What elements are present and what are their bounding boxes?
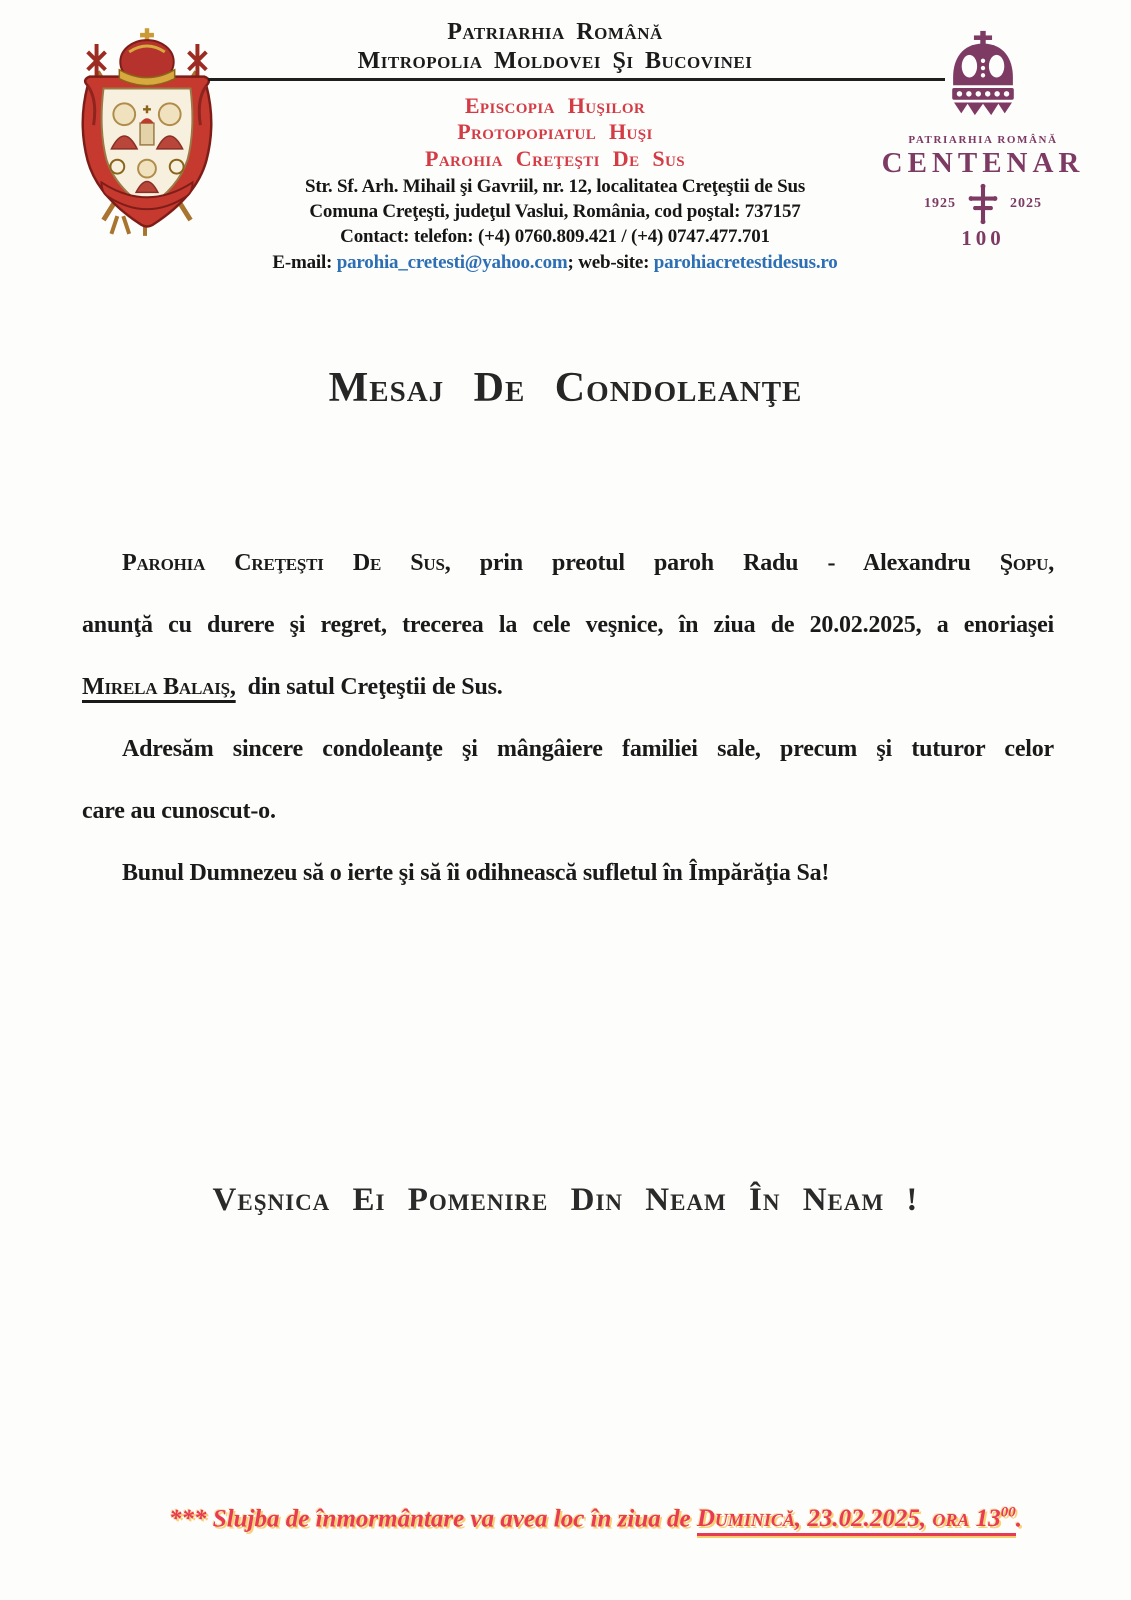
body-line-4: Adresăm sincere condoleanţe şi mângâiere familiei sale, precum şi tuturor celor <box>122 736 1054 762</box>
body-line-1 <box>82 548 1054 578</box>
priest-name: Şopu <box>999 550 1049 576</box>
body-line-3 <box>82 672 1054 702</box>
centenar-title: CENTENAR <box>881 147 1085 179</box>
address-line-2: Comuna Creţeşti, judeţul Vaslui, România, cod poştal: 737157 <box>309 201 801 223</box>
website-link[interactable]: parohiacretestidesus.ro <box>653 251 838 273</box>
parish-name-inline: Parohia Creţeşti De Sus <box>122 550 445 576</box>
body-line-6: Bunul Dumnezeu să o ierte şi să îi odihnească sufletul în Împărăţia Sa! <box>122 860 830 886</box>
centenar-year-end: 2025 <box>1010 196 1042 211</box>
centenar-year-start: 1925 <box>924 196 956 211</box>
patriarchal-crown-icon <box>942 30 1024 126</box>
patriarchate-name: Patriarhia Română <box>447 19 663 45</box>
document-title: Mesaj De Condoleanţe <box>328 365 803 411</box>
parish-coat-of-arms-icon <box>58 22 236 250</box>
letterhead-divider <box>208 78 945 81</box>
footnote-date-text: Duminică, 23.02.2025, ora 13 <box>696 1505 1001 1533</box>
address-line-1: Str. Sf. Arh. Mihail şi Gavriil, nr. 12, localitatea Creţeştii de Sus <box>304 176 806 198</box>
body-line-2: anunţă cu durere şi regret, trecerea la cele veşnice, în ziua de 20.02.2025, a enoriaşei <box>82 612 1054 638</box>
deanery-name: Protopopiatul Huşi <box>457 119 653 145</box>
contact-line: Contact: telefon: (+4) 0760.809.421 / (+4) 0747.477.701 <box>340 226 770 248</box>
email-label: E-mail: <box>272 251 337 273</box>
centenar-number: 100 <box>961 226 1005 250</box>
parish-name: Parohia Creţeşti De Sus <box>424 146 686 172</box>
website-label: ; web-site: <box>567 251 654 273</box>
body-line-1-text: , prin preotul paroh Radu - Alexandru <box>444 550 1000 576</box>
footnote-date <box>697 1505 1016 1536</box>
footnote-period: . <box>1015 1505 1022 1533</box>
memorial-line: Veşnica Ei Pomenire Din Neam În Neam ! <box>212 1182 919 1218</box>
deceased-name: Mirela Balaiş, <box>82 674 236 700</box>
funeral-footnote <box>0 1505 1131 1533</box>
document-body <box>82 548 1054 920</box>
centenar-years-row <box>880 182 1086 226</box>
body-line-3-text: din satul Creţeştii de Sus. <box>247 674 503 700</box>
email-link[interactable]: parohia_cretesti@yahoo.com <box>336 251 568 273</box>
letterhead <box>213 18 897 274</box>
centenar-patriarchate-label: PATRIARHIA ROMÂNĂ <box>908 134 1058 146</box>
footnote-text: Slujba de înmormântare va avea loc în ziua de <box>212 1505 697 1533</box>
metropolis-name: Mitropolia Moldovei Şi Bucovinei <box>357 48 753 75</box>
diocese-name: Episcopia Huşilor <box>464 92 646 118</box>
email-website-line <box>213 251 897 274</box>
body-line-5: care au cunoscut-o. <box>82 798 276 824</box>
footnote-stars: *** <box>169 1505 213 1533</box>
body-line-1-comma: , <box>1048 550 1054 576</box>
footnote-hour-superscript: 00 <box>1000 1505 1016 1521</box>
budded-cross-icon <box>968 182 998 226</box>
centenar-logo <box>880 30 1086 251</box>
